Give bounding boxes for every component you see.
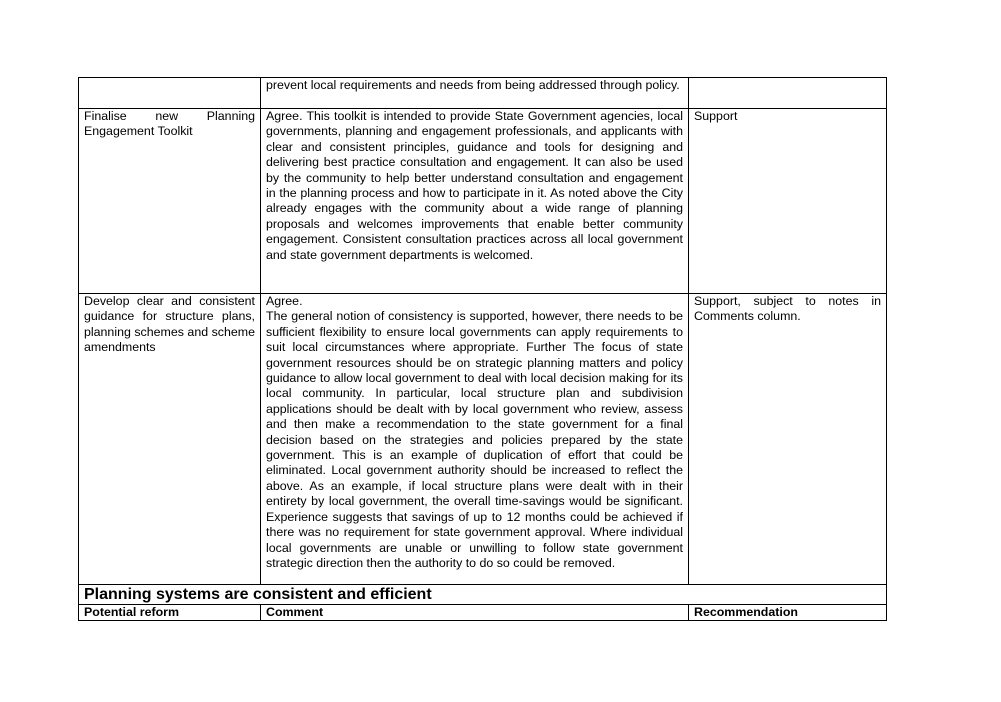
recommendation-cell	[689, 78, 887, 109]
comment-cell	[261, 78, 689, 109]
reform-cell	[79, 109, 261, 294]
header-potential-reform: Potential reform	[79, 605, 261, 621]
reform-cell	[79, 78, 261, 109]
header-recommendation: Recommendation	[689, 605, 887, 621]
reform-text: Finalise new Planning Engagement Toolkit	[84, 109, 255, 139]
recommendation-cell	[689, 109, 887, 294]
table-row	[79, 294, 887, 585]
comment-text: prevent local requirements and needs from being addressed through policy.	[266, 78, 680, 92]
reform-table	[78, 77, 887, 621]
header-comment: Comment	[261, 605, 689, 621]
comment-cell	[261, 294, 689, 585]
comment-lead: Agree.	[266, 294, 303, 308]
table-row	[79, 78, 887, 109]
header-row	[79, 605, 887, 621]
reform-text: Develop clear and consistent guidance for structure plans, planning schemes and scheme amendments	[84, 294, 255, 355]
recommendation-cell	[689, 294, 887, 585]
recommendation-text: Support, subject to notes in Comments column.	[694, 294, 881, 324]
section-row	[79, 585, 887, 605]
comment-cell	[261, 109, 689, 294]
comment-text: Agree. This toolkit is intended to provide State Government agencies, local governments, planning and engagement professionals, and applicants with clear and consistent principles, guidance and tools for designing and delivering best practice consultation and engagement. It can also be used by the community to help better understand consultation and engagement in the planning process and how to participate in it. As noted above the City already engages with the community about a wide range of planning proposals and welcomes improvements that enable better community engagement. Consistent consultation practices across all local government and state government departments is welcomed.	[266, 109, 683, 262]
comment-text: The general notion of consistency is supported, however, there needs to be sufficient flexibility to ensure local governments can apply requirements to suit local circumstances where appropriate. Further The focus of state government resources should be on strategic planning matters and policy guidance to allow local government to deal with local decision making for its local community. In particular, local structure plan and subdivision applications should be dealt with by local government who review, assess and then make a recommendation to the state government for a final decision based on the strategies and policies prepared by the state government. This is an example of duplication of effort that could be eliminated. Local government authority should be increased to reflect the above. As an example, if local structure plans were dealt with in their entirety by local government, the overall time-savings would be significant. Experience suggests that savings of up to 12 months could be achieved if there was no requirement for state government approval. Where individual local governments are unable or unwilling to follow state government strategic direction then the authority to do so could be removed.	[266, 309, 683, 570]
reform-cell	[79, 294, 261, 585]
table-row	[79, 109, 887, 294]
section-title: Planning systems are consistent and efficient	[79, 585, 887, 605]
recommendation-text: Support	[694, 109, 738, 123]
